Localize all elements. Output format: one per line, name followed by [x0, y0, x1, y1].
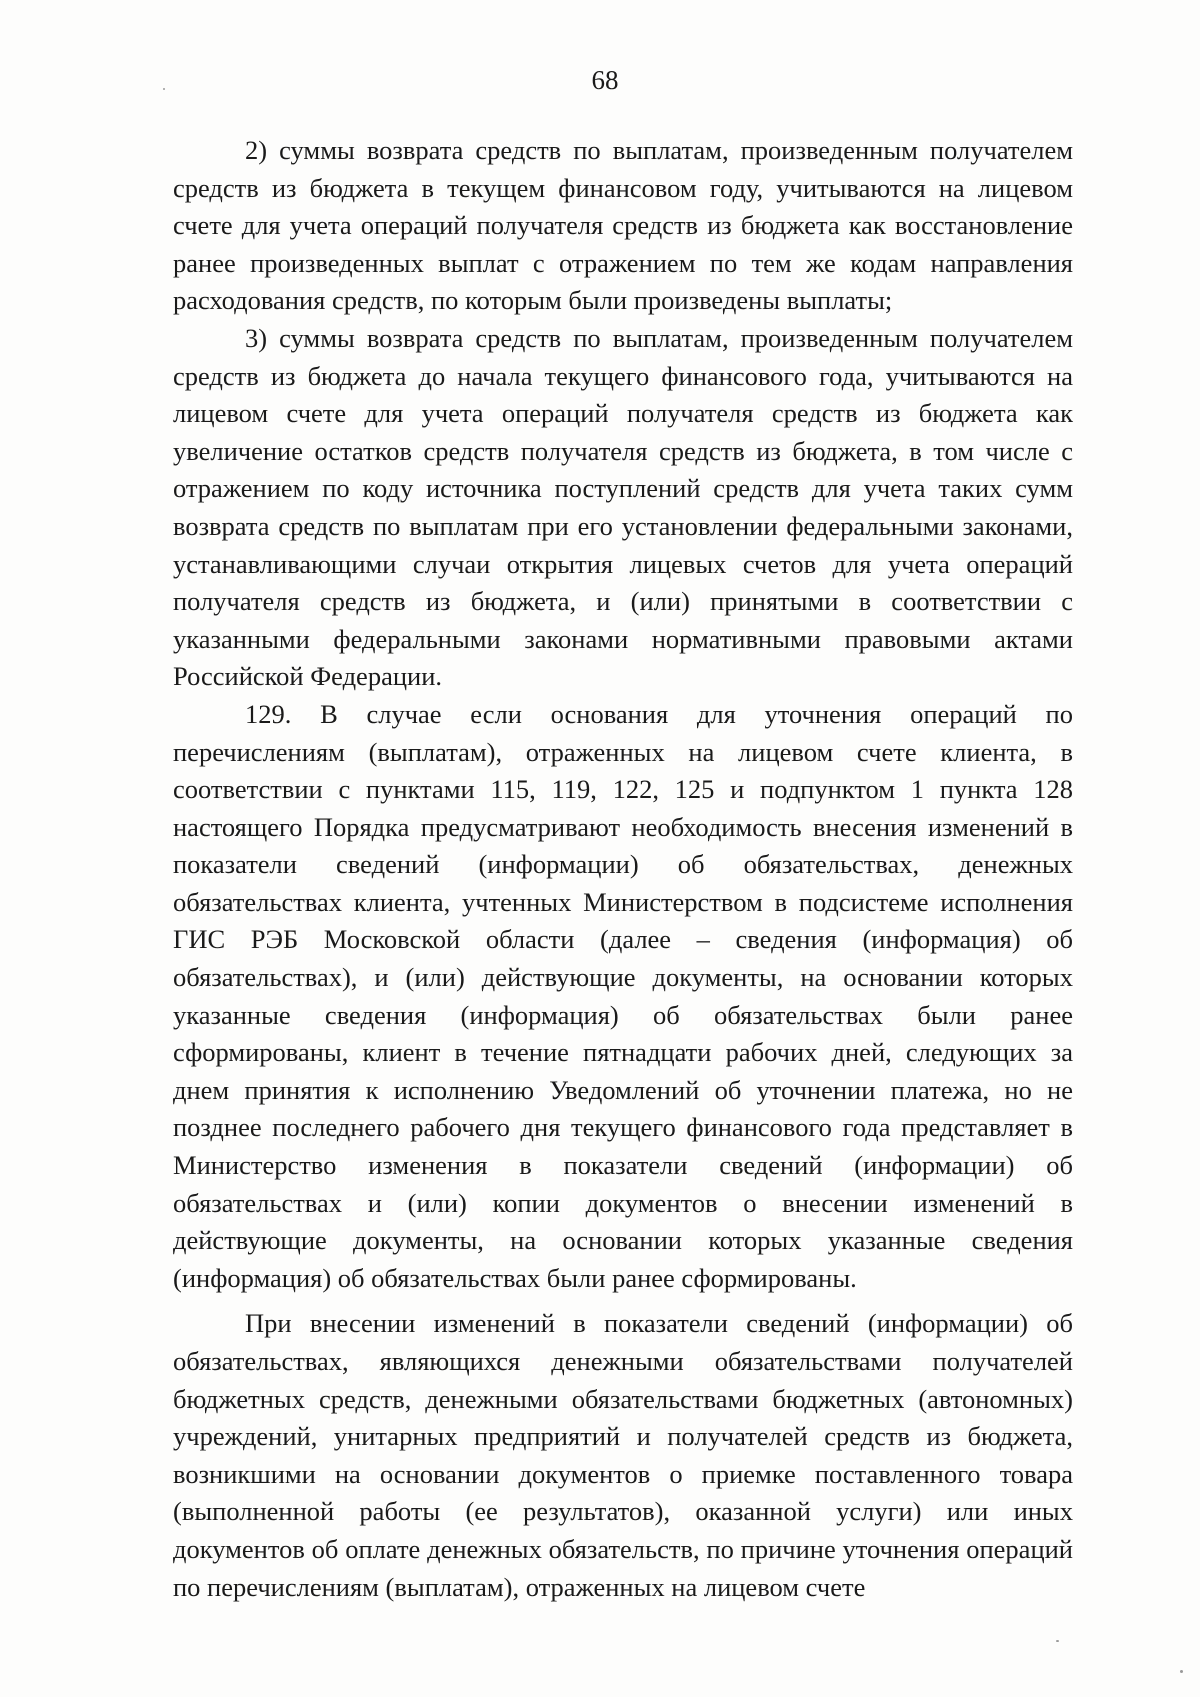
scan-speck	[163, 88, 165, 90]
scan-speck	[1180, 1670, 1183, 1673]
paragraph-subitem-2: 2) суммы возврата средств по выплатам, произведенным получателем средств из бюджета в текущем финансовом году, учитываются на лицевом счете для учета операций получателя средств из бюджета как восстановление ранее произведенных выплат с отражением по тем же кодам направления расходования средств, по которым были произведены выплаты;	[173, 135, 1073, 316]
paragraph-changes-to-obligations: При внесении изменений в показатели сведений (информации) об обязательствах, являющихся денежными обязательствами получателей бюджетных средств, денежными обязательствами бюджетных (автономных) учреждений, унитарных предприятий и получателей средств из бюджета, возникшими на основании документов о приемке поставленного товара (выполненной работы (ее результатов), оказанной услуги) или иных документов об оплате денежных обязательств, по причине уточнения операций по перечислениям (выплатам), отраженных на лицевом счете	[173, 1308, 1073, 1602]
scan-speck	[1056, 1640, 1059, 1642]
page-number: 68	[591, 65, 619, 95]
document-body	[173, 132, 1073, 1606]
paragraph-item-129: 129. В случае если основания для уточнения операций по перечислениям (выплатам), отраженных на лицевом счете клиента, в соответствии с пунктами 115, 119, 122, 125 и подпунктом 1 пункта 128 настоящего Порядка предусматривают необходимость внесения изменений в показатели сведений (информации) об обязательствах, денежных обязательствах клиента, учтенных Министерством в подсистеме исполнения ГИС РЭБ Московской области (далее – сведения (информация) об обязательствах), и (или) действующие документы, на основании которых указанные сведения (информация) об обязательствах были ранее сформированы, клиент в течение пятнадцати рабочих дней, следующих за днем принятия к исполнению Уведомлений об уточнении платежа, но не позднее последнего рабочего дня текущего финансового года представляет в Министерство изменения в показатели сведений (информации) об обязательствах и (или) копии документов о внесении изменений в действующие документы, на основании которых указанные сведения (информация) об обязательствах были ранее сформированы.	[173, 698, 1073, 1293]
paragraph-subitem-3: 3) суммы возврата средств по выплатам, произведенным получателем средств из бюджета до начала текущего финансового года, учитываются на лицевом счете для учета операций получателя средств из бюджета как увеличение остатков средств получателя средств из бюджета, в том числе с отражением по коду источника поступлений средств для учета таких сумм возврата средств по выплатам при его установлении федеральными законами, устанавливающими случаи открытия лицевых счетов для учета операций получателя средств из бюджета, и (или) принятыми в соответствии с указанными федеральными законами нормативными правовыми актами Российской Федерации.	[173, 322, 1073, 692]
